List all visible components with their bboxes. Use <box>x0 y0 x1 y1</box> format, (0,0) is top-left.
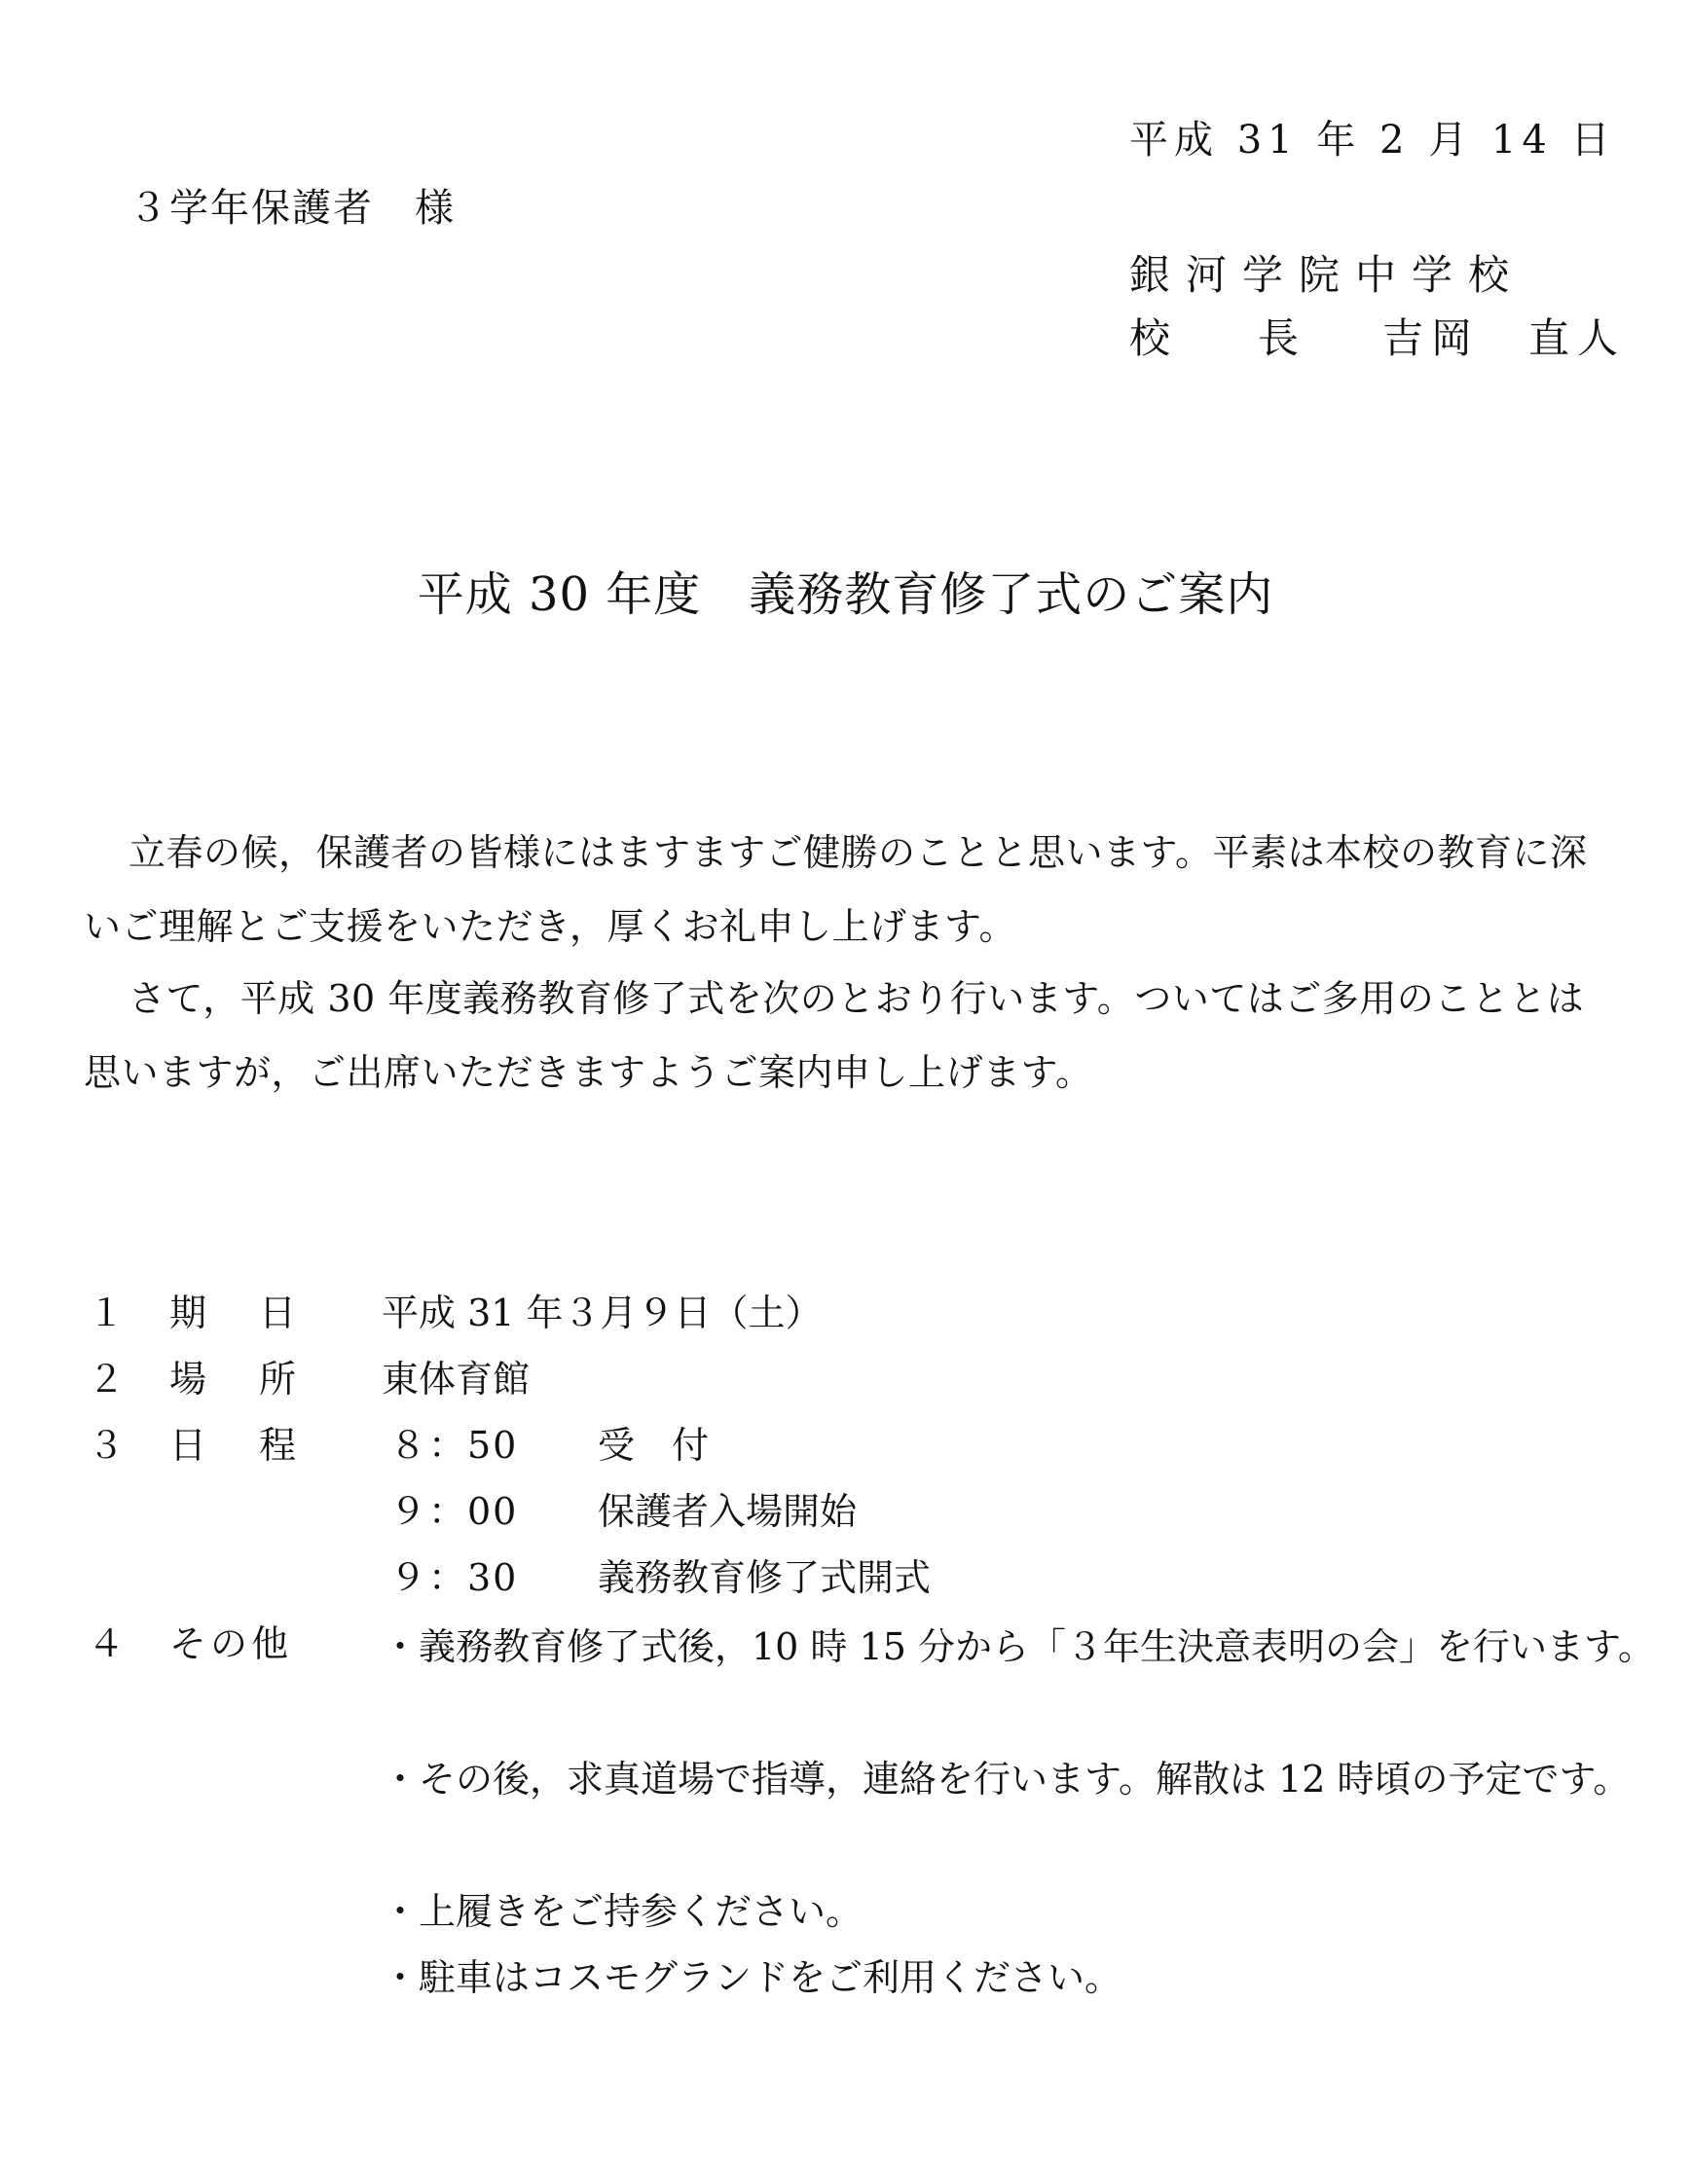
item-value: 東体育館 <box>382 1358 531 1401</box>
item-label: その他 <box>169 1622 293 1665</box>
item-other <box>84 1614 1655 1746</box>
note-item: ・義務教育修了式後，10 時 15 分から「３年生決意表明の会」を行います。 <box>382 1625 1655 1668</box>
item-number: １ <box>88 1292 126 1334</box>
note-row <box>84 1746 1631 1878</box>
schedule-row <box>84 1481 1622 1547</box>
item-number: ２ <box>88 1358 126 1401</box>
schedule-text: 保護者入場開始 <box>598 1490 858 1533</box>
note-row <box>84 1945 1622 2011</box>
schedule-time: ９：00 <box>389 1490 519 1533</box>
item-number: ４ <box>88 1622 126 1665</box>
schedule-time: ８：50 <box>389 1424 519 1467</box>
document-title: 平成 30 年度 義務教育修了式のご案内 <box>417 567 1274 622</box>
item-label: 場所 <box>169 1358 349 1401</box>
schedule-time: ９：30 <box>389 1556 519 1599</box>
letter-date: 平成 31 年 2 月 14 日 <box>1129 118 1616 163</box>
note-item: ・その後，求真道場で指導，連絡を行います。解散は 12 時頃の予定です。 <box>382 1758 1631 1801</box>
item-label: 日程 <box>169 1424 349 1467</box>
invitation-paragraph: さて，平成 30 年度義務教育修了式を次のとおり行います。ついてはご多用のこととは思いますが，ご出席いただきますようご案内申し上げます。 <box>84 977 1585 1094</box>
item-place <box>84 1349 1622 1415</box>
note-item: ・駐車はコスモグランドをご利用ください。 <box>382 1956 1122 1999</box>
schedule-text: 受 付 <box>598 1424 710 1467</box>
item-date <box>84 1283 1622 1349</box>
schedule-text: 義務教育修了式開式 <box>598 1556 932 1599</box>
principal-role: 校長 <box>1129 314 1387 362</box>
schedule-row <box>84 1547 1622 1614</box>
item-schedule <box>84 1415 1622 1481</box>
greeting-paragraph: 立春の候，保護者の皆様にはますますご健勝のことと思います。平素は本校の教育に深いご理解とご支援をいただき，厚くお礼申し上げます。 <box>84 831 1588 948</box>
principal-signature <box>1129 307 1626 365</box>
details-list <box>84 1283 1655 2011</box>
item-number: ３ <box>88 1424 126 1467</box>
note-row <box>84 1878 1622 1945</box>
item-value: 平成 31 年３月９日（土） <box>382 1292 823 1334</box>
principal-name: 吉岡 直人 <box>1382 314 1627 362</box>
note-item: ・上履きをご持参ください。 <box>382 1890 864 1933</box>
item-label: 期日 <box>169 1292 349 1334</box>
addressee: ３学年保護者 様 <box>129 186 456 231</box>
school-name: 銀河学院中学校 <box>1129 251 1526 299</box>
